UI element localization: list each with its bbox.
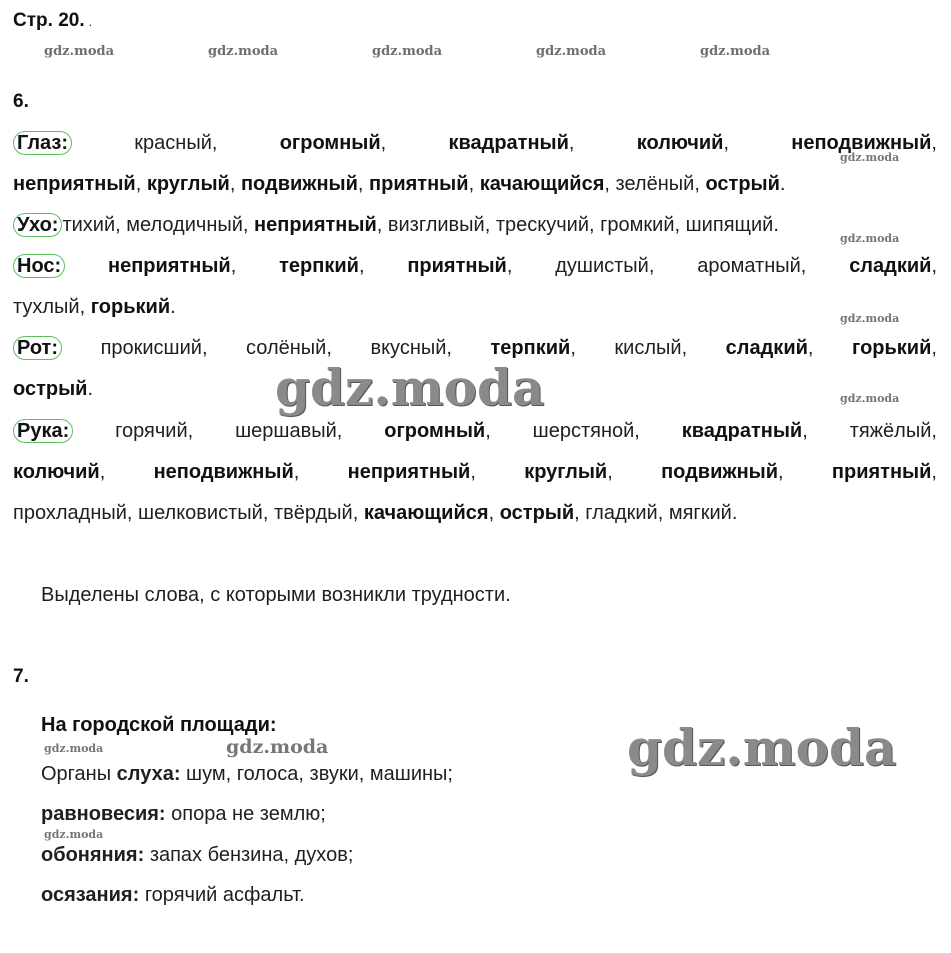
sense-details: горячий асфальт. — [144, 884, 305, 906]
word: шипящий — [685, 214, 774, 236]
word-highlighted: неприятный — [254, 214, 377, 236]
sense-label: слуха: — [116, 763, 181, 785]
word: гладкий — [585, 502, 658, 524]
text-line: Рот: прокисший, солёный, вкусный, терпкий, кислый, сладкий, горький, — [13, 335, 937, 361]
word-highlighted: острый — [705, 173, 780, 195]
word-highlighted: круглый — [524, 461, 608, 483]
word: твёрдый — [273, 502, 353, 524]
watermark: gdz.moda — [840, 312, 900, 325]
word: тухлый — [13, 296, 80, 318]
word-highlighted: неподвижный — [791, 132, 932, 154]
word-highlighted: приятный — [831, 461, 932, 483]
watermark: gdz.moda — [372, 44, 443, 59]
word-highlighted: качающийся — [363, 502, 489, 524]
word: зелёный — [615, 173, 695, 195]
text-line: Рука: горячий, шершавый, огромный, шерстяной, квадратный, тяжёлый, — [13, 418, 937, 444]
word-highlighted: колючий — [13, 461, 100, 483]
page-number: Стр. 20. — [13, 10, 85, 31]
sense-label: обоняния: — [41, 844, 145, 866]
text-line: прохладный, шелковистый, твёрдый, качающийся, острый, гладкий, мягкий. — [13, 502, 738, 524]
text-line: тухлый, горький. — [13, 296, 176, 318]
word-highlighted: горький — [852, 337, 932, 359]
watermark: gdz.moda — [44, 44, 115, 59]
word: трескучий — [495, 214, 589, 236]
watermark: gdz.moda — [44, 742, 104, 755]
word: душистый — [555, 255, 649, 277]
watermark-large: gdz.moda — [627, 718, 897, 777]
task-7-number: 7. — [13, 666, 29, 687]
word: горячий — [115, 420, 188, 442]
word: прохладный — [13, 502, 127, 524]
word: тихий — [62, 214, 116, 236]
sense-label: равновесия: — [41, 803, 166, 825]
organ-label-mouth: Рот: — [13, 336, 62, 360]
text-line: колючий, неподвижный, неприятный, круглый, подвижный, приятный, — [13, 461, 937, 483]
watermark: gdz.moda — [840, 232, 900, 245]
word-highlighted: терпкий — [490, 337, 571, 359]
word: прокисший — [100, 337, 202, 359]
word-highlighted: колючий — [636, 132, 724, 154]
watermark: gdz.moda — [208, 44, 279, 59]
task-6-note: Выделены слова, с которыми возникли трудности. — [41, 584, 511, 606]
row-prefix: Органы — [41, 763, 112, 785]
word-highlighted: острый — [499, 502, 575, 524]
word: шерстяной — [532, 420, 635, 442]
word-highlighted: квадратный — [681, 420, 803, 442]
senses-row-balance — [41, 801, 326, 827]
senses-row-hearing — [41, 761, 453, 787]
word-highlighted: терпкий — [279, 255, 359, 277]
word-highlighted: неприятный — [108, 255, 231, 277]
word-highlighted: сладкий — [725, 337, 808, 359]
word-highlighted: огромный — [279, 132, 381, 154]
text-line: Глаз: красный, огромный, квадратный, колючий, неподвижный, — [13, 130, 937, 156]
watermark: gdz.moda — [44, 828, 104, 841]
sense-details: опора не землю; — [171, 803, 326, 825]
organ-label-hand: Рука: — [13, 419, 73, 443]
task-7-heading: На городской площади: — [41, 714, 277, 736]
word: тяжёлый — [849, 420, 932, 442]
word-highlighted: сладкий — [849, 255, 932, 277]
word: кислый — [614, 337, 682, 359]
organ-label-eye: Глаз: — [13, 131, 72, 155]
word-highlighted: квадратный — [448, 132, 569, 154]
watermark-large: gdz.moda — [275, 358, 545, 417]
text-line: неприятный, круглый, подвижный, приятный, качающийся, зелёный, острый. — [13, 173, 786, 195]
word-highlighted: горький — [90, 296, 171, 318]
word: визгливый — [387, 214, 485, 236]
word: вкусный — [370, 337, 447, 359]
senses-row-smell — [41, 842, 353, 868]
watermark: gdz.moda — [226, 736, 329, 758]
sense-details: шум, голоса, звуки, машины; — [186, 763, 453, 785]
word: ароматный — [697, 255, 801, 277]
word-highlighted: неподвижный — [153, 461, 294, 483]
word-highlighted: неприятный — [347, 461, 471, 483]
sense-label: осязания: — [41, 884, 140, 906]
word: солёный — [246, 337, 327, 359]
word: шелковистый — [138, 502, 263, 524]
header-dot: . — [88, 15, 92, 29]
word-highlighted: круглый — [146, 173, 230, 195]
organ-label-ear: Ухо: — [13, 213, 62, 237]
word: шершавый — [235, 420, 337, 442]
word-highlighted: подвижный — [240, 173, 358, 195]
word: громкий — [600, 214, 675, 236]
word-highlighted: огромный — [384, 420, 486, 442]
task-6-number: 6. — [13, 91, 29, 112]
watermark: gdz.moda — [700, 44, 771, 59]
watermark: gdz.moda — [840, 392, 900, 405]
text-line: Нос: неприятный, терпкий, приятный, душистый, ароматный, сладкий, — [13, 253, 937, 279]
word: мягкий — [668, 502, 732, 524]
word-highlighted: подвижный — [661, 461, 779, 483]
text-line: острый. — [13, 378, 94, 400]
word: красный — [134, 132, 212, 154]
page-header — [13, 10, 92, 32]
sense-details: запах бензина, духов; — [149, 844, 354, 866]
text-line: Ухо: тихий, мелодичный, неприятный, визгливый, трескучий, громкий, шипящий. — [13, 212, 937, 238]
watermark: gdz.moda — [536, 44, 607, 59]
word-highlighted: качающийся — [479, 173, 605, 195]
word-highlighted: неприятный — [13, 173, 136, 195]
word-highlighted: приятный — [369, 173, 469, 195]
word-highlighted: приятный — [407, 255, 507, 277]
watermark: gdz.moda — [840, 151, 900, 164]
senses-row-touch — [41, 882, 305, 908]
word: мелодичный — [126, 214, 243, 236]
organ-label-nose: Нос: — [13, 254, 65, 278]
word-highlighted: острый — [13, 378, 88, 400]
